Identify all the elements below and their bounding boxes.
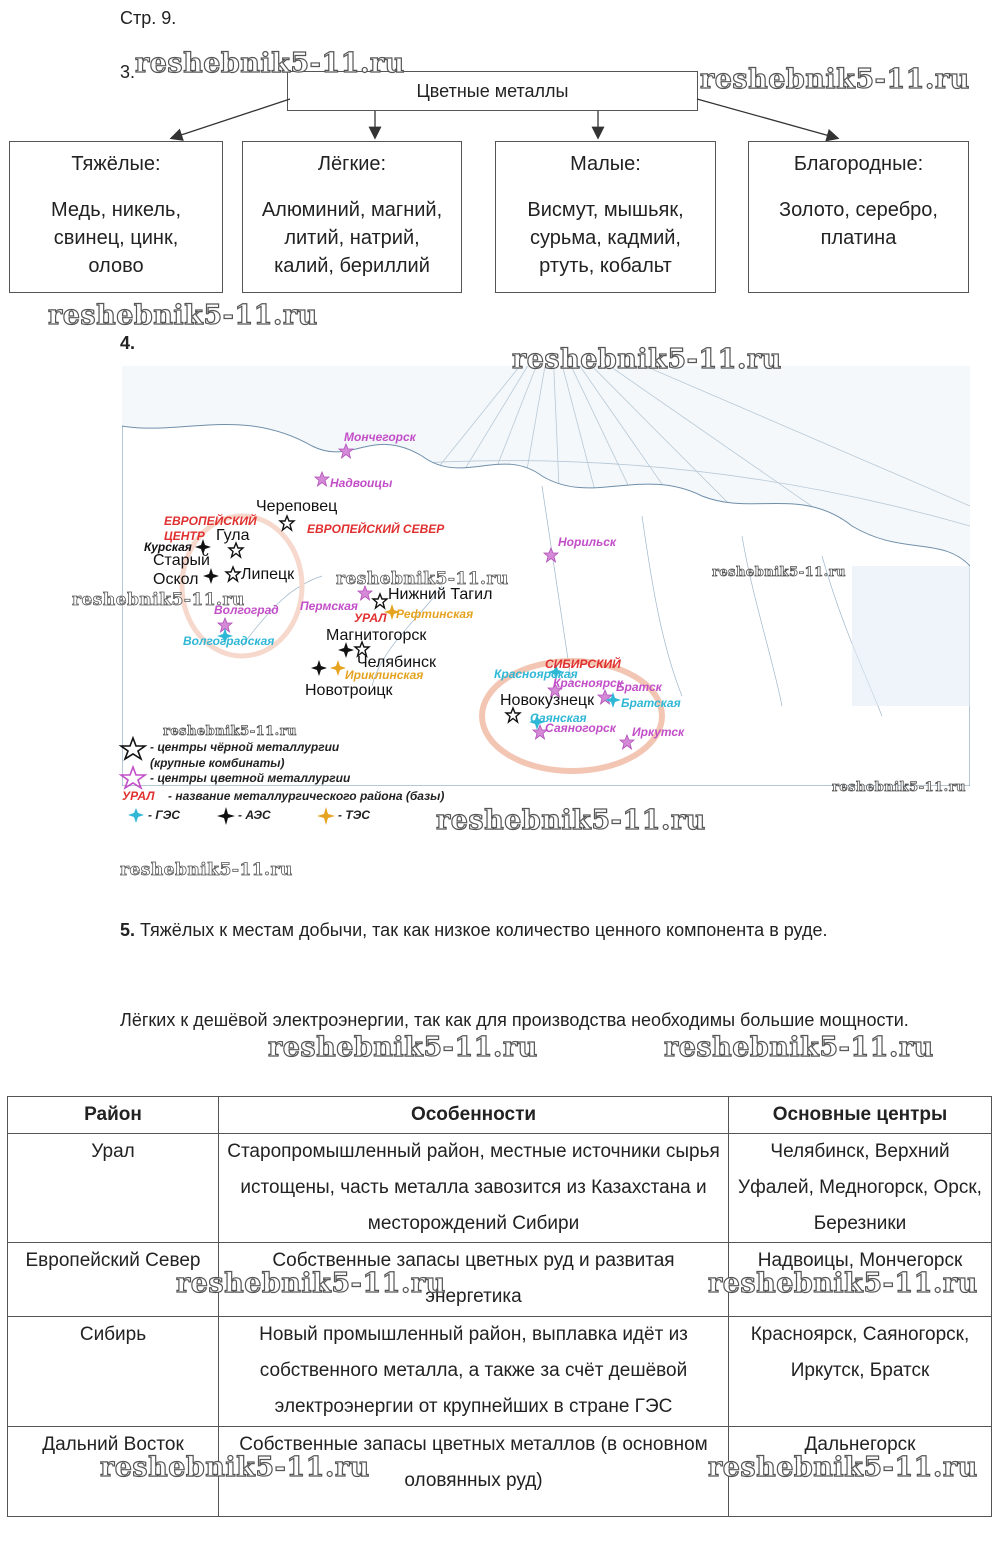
label-iriklinskaya: Ириклинская	[345, 668, 424, 682]
legend-ural: УРАЛ	[122, 789, 155, 803]
label-novotroitsk: Новотроицк	[305, 682, 393, 699]
category-item: платина	[820, 227, 897, 249]
table-cell-region: Дальний Восток	[8, 1427, 219, 1517]
legend-symbols	[118, 735, 148, 830]
watermark: reshebnik5-11.ru	[512, 344, 782, 375]
legend-aes: - АЭС	[238, 808, 271, 822]
table-cell-features: Старопромышленный район, местные источники сырья истощены, часть металла завозится из Казахстана и месторождений Сибири	[219, 1134, 729, 1243]
watermark: reshebnik5-11.ru	[336, 569, 509, 589]
task3-number: 3.	[120, 62, 136, 82]
label-bratsk: Братск	[616, 680, 662, 694]
watermark: reshebnik5-11.ru	[700, 64, 970, 95]
task5-paragraph-2: Лёгких к дешёвой электроэнергии, так как для производства необходимы большие мощности.	[120, 1010, 909, 1030]
watermark: reshebnik5-11.ru	[120, 860, 293, 880]
category-item: калий, бериллий	[274, 255, 430, 277]
page-number: Стр. 9.	[120, 8, 177, 28]
region-europe-center: ЕВРОПЕЙСКИЙ	[164, 514, 257, 528]
watermark: reshebnik5-11.ru	[176, 1268, 446, 1299]
hydro-marker	[605, 692, 621, 708]
category-item: сурьма, кадмий,	[530, 227, 681, 249]
label-norilsk: Норильск	[558, 535, 617, 549]
label-kurskaya: Курская	[144, 540, 192, 554]
table-cell-features: Собственные запасы цветных руд и развитая энергетика	[219, 1243, 729, 1317]
table-cell-region: Сибирь	[8, 1317, 219, 1427]
metals-header-box: Цветные металлы	[287, 71, 698, 111]
nonferrous-star	[339, 444, 353, 458]
label-nizhny-tagil: Нижний Тагил	[388, 586, 493, 603]
label-permskaya: Пермская	[300, 599, 358, 613]
table-header: Район	[8, 1097, 219, 1134]
category-item: олово	[88, 255, 144, 277]
label-bratskaya: Братская	[621, 696, 681, 710]
table-cell-centers: Дальнегорск	[729, 1427, 992, 1517]
label-volgogradskaya: Волгоградская	[183, 634, 275, 648]
table-cell-region: Урал	[8, 1134, 219, 1243]
category-item: Висмут, мышьяк,	[527, 199, 684, 221]
watermark: reshebnik5-11.ru	[708, 1268, 978, 1299]
task4-number: 4.	[120, 333, 136, 353]
category-item: ртуть, кобальт	[539, 255, 672, 277]
label-sayanskaya: Саянская	[530, 711, 587, 725]
category-item: Золото, серебро,	[779, 199, 938, 221]
watermark: reshebnik5-11.ru	[712, 565, 847, 580]
label-nadvoitsy: Надвоицы	[330, 476, 393, 490]
black-metallurgy-star	[229, 543, 243, 557]
legend-tes-icon	[316, 806, 336, 826]
label-cherepovets: Череповец	[256, 498, 338, 515]
nuclear-marker	[311, 660, 327, 676]
watermark: reshebnik5-11.ru	[708, 1452, 978, 1483]
table-header: Особенности	[219, 1097, 729, 1134]
legend-color-star	[121, 767, 145, 788]
watermark: reshebnik5-11.ru	[135, 48, 405, 79]
region-europe-north: ЕВРОПЕЙСКИЙ СЕВЕР	[307, 522, 445, 536]
nonferrous-star	[598, 690, 612, 704]
label-krasnoyarskaya: Красноярская	[494, 667, 578, 681]
nonferrous-star	[544, 548, 558, 562]
label-sayanogorsk: Саяногорск	[545, 721, 616, 735]
watermark: reshebnik5-11.ru	[268, 1032, 538, 1063]
watermark: reshebnik5-11.ru	[664, 1032, 934, 1063]
legend-color: - центры цветной металлургии	[150, 771, 351, 785]
legend-black-sub: (крупные комбинаты)	[150, 756, 285, 770]
task5-number: 5.	[120, 920, 136, 940]
label-lipetsk: Липецк	[241, 566, 295, 583]
watermark: reshebnik5-11.ru	[72, 590, 245, 610]
region-europe-center-2: ЦЕНТР	[164, 529, 205, 543]
region-ural: УРАЛ	[354, 611, 387, 625]
table-cell-centers: Надвоицы, Мончегорск	[729, 1243, 992, 1317]
region-siberia: СИБИРСКИЙ	[545, 657, 621, 671]
category-title: Благородные:	[793, 153, 924, 175]
watermark: reshebnik5-11.ru	[436, 805, 706, 836]
label-chelyabinsk: Челябинск	[357, 654, 436, 671]
task5-text-1: Тяжёлых к местам добычи, так как низкое количество ценного компонента в руде.	[140, 920, 828, 940]
legend-black-star	[121, 738, 145, 759]
thermal-marker	[330, 660, 346, 676]
table-row	[8, 1317, 992, 1427]
black-metallurgy-star	[373, 594, 387, 608]
watermark: reshebnik5-11.ru	[163, 724, 298, 739]
label-stary: Старый	[153, 552, 210, 569]
label-irkutsk: Иркутск	[632, 725, 685, 739]
category-title: Тяжёлые:	[71, 153, 161, 175]
label-krasnoyarsk: Красноярск	[553, 676, 623, 690]
legend-hes-icon	[128, 808, 144, 823]
watermark: reshebnik5-11.ru	[832, 780, 967, 795]
label-monchegorsk: Мончегорск	[344, 430, 416, 444]
legend-hes: - ГЭС	[148, 808, 180, 822]
category-item: литий, натрий,	[284, 227, 420, 249]
label-reftinskaya: Рефтинская	[396, 607, 474, 621]
category-item: Алюминий, магний,	[261, 199, 443, 221]
nonferrous-star	[315, 472, 329, 486]
table-cell-features: Новый промышленный район, выплавка идёт из собственного металла, а также за счёт дешёвой электроэнергии от крупнейших в стране ГЭС	[219, 1317, 729, 1427]
label-oskol: Оскол	[153, 571, 199, 588]
label-magnitogorsk: Магнитогорск	[326, 627, 427, 644]
category-item: свинец, цинк,	[53, 227, 179, 249]
legend-tes: - ТЭС	[338, 808, 371, 822]
black-metallurgy-star	[506, 708, 520, 722]
legend-aes-icon	[216, 806, 236, 826]
table-header: Основные центры	[729, 1097, 992, 1134]
nuclear-marker	[203, 568, 219, 584]
label-volgograd: Волгоград	[214, 603, 279, 617]
task5-paragraph-1	[120, 912, 940, 948]
label-novokuznetsk: Новокузнецк	[500, 692, 595, 709]
black-metallurgy-star	[280, 516, 294, 530]
category-title: Лёгкие:	[317, 153, 387, 175]
watermark: reshebnik5-11.ru	[100, 1452, 370, 1483]
table-row	[8, 1134, 992, 1243]
category-item: Медь, никель,	[50, 199, 182, 221]
category-title: Малые:	[570, 153, 641, 175]
legend-region-desc: - название металлургического района (базы)	[168, 789, 445, 803]
watermark: reshebnik5-11.ru	[48, 300, 318, 331]
table-header-row	[8, 1097, 992, 1134]
table-cell-centers: Челябинск, Верхний Уфалей, Медногорск, Орск, Березники	[729, 1134, 992, 1243]
table-cell-features: Собственные запасы цветных металлов (в основном оловянных руд)	[219, 1427, 729, 1517]
black-metallurgy-star	[226, 567, 240, 581]
table-cell-centers: Красноярск, Саяногорск, Иркутск, Братск	[729, 1317, 992, 1427]
label-tula: Гула	[216, 527, 250, 544]
legend-black: - центры чёрной металлургии	[150, 740, 340, 754]
table-cell-region: Европейский Север	[8, 1243, 219, 1317]
